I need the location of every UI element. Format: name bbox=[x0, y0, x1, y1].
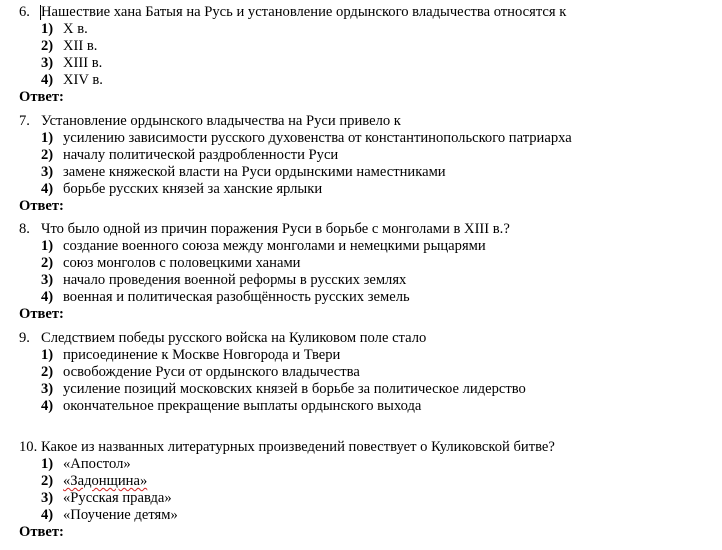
option-number: 3) bbox=[41, 55, 54, 71]
answer-label: Ответ: bbox=[19, 306, 64, 322]
option-text: XII в. bbox=[63, 38, 98, 54]
option-text: X в. bbox=[63, 21, 88, 37]
question-number: 10. bbox=[19, 439, 38, 455]
option-text: борьбе русских князей за ханские ярлыки bbox=[63, 181, 323, 197]
option-number: 4) bbox=[41, 72, 54, 88]
option-number: 2) bbox=[41, 147, 54, 163]
option-text: окончательное прекращение выплаты ордынского выхода bbox=[63, 398, 422, 414]
option-text: началу политической раздробленности Руси bbox=[63, 147, 339, 163]
option-text: «Поучение детям» bbox=[63, 507, 178, 523]
option-number: 1) bbox=[41, 347, 54, 363]
answer-label: Ответ: bbox=[19, 89, 64, 105]
answer-label: Ответ: bbox=[19, 524, 64, 540]
question-number: 8. bbox=[19, 221, 30, 237]
option-text: усиление позиций московских князей в борьбе за политическое лидерство bbox=[63, 381, 526, 397]
question-text: Какое из названных литературных произведений повествует о Куликовской битве? bbox=[41, 439, 555, 455]
question-7 bbox=[0, 113, 722, 215]
option-number: 2) bbox=[41, 255, 54, 271]
option-number: 1) bbox=[41, 238, 54, 254]
option-text: военная и политическая разобщённость русских земель bbox=[63, 289, 410, 305]
option-number: 3) bbox=[41, 381, 54, 397]
option-number: 3) bbox=[41, 164, 54, 180]
question-number: 7. bbox=[19, 113, 30, 129]
option-text: присоединение к Москве Новгорода и Твери bbox=[63, 347, 341, 363]
option-number: 2) bbox=[41, 38, 54, 54]
option-text: «Апостол» bbox=[63, 456, 131, 472]
question-10 bbox=[0, 439, 722, 541]
option-number: 4) bbox=[41, 507, 54, 523]
option-number: 1) bbox=[41, 130, 54, 146]
option-number: 4) bbox=[41, 181, 54, 197]
option-number: 2) bbox=[41, 364, 54, 380]
option-text: освобождение Руси от ордынского владычества bbox=[63, 364, 360, 380]
question-text: Что было одной из причин поражения Руси в борьбе с монголами в XIII в.? bbox=[41, 221, 510, 237]
option-text: XIV в. bbox=[63, 72, 103, 88]
option-number: 1) bbox=[41, 456, 54, 472]
question-8 bbox=[0, 221, 722, 323]
option-number: 4) bbox=[41, 398, 54, 414]
question-text: Нашествие хана Батыя на Русь и установление ордынского владычества относятся к bbox=[41, 4, 567, 20]
option-text: создание военного союза между монголами и немецкими рыцарями bbox=[63, 238, 486, 254]
question-number: 6. bbox=[19, 4, 30, 20]
option-text: союз монголов с половецкими ханами bbox=[63, 255, 301, 271]
option-number: 2) bbox=[41, 473, 54, 489]
option-text: замене княжеской власти на Руси ордынскими наместниками bbox=[63, 164, 446, 180]
option-number: 4) bbox=[41, 289, 54, 305]
option-text: усилению зависимости русского духовенства от константинопольского патриарха bbox=[63, 130, 572, 146]
question-9 bbox=[0, 330, 722, 415]
question-text: Следствием победы русского войска на Куликовом поле стало bbox=[41, 330, 427, 346]
question-6 bbox=[0, 4, 722, 106]
option-text: XIII в. bbox=[63, 55, 103, 71]
question-number: 9. bbox=[19, 330, 30, 346]
option-number: 3) bbox=[41, 272, 54, 288]
option-number: 1) bbox=[41, 21, 54, 37]
option-number: 3) bbox=[41, 490, 54, 506]
option-text: начало проведения военной реформы в русских землях bbox=[63, 272, 407, 288]
question-text: Установление ордынского владычества на Руси привело к bbox=[41, 113, 401, 129]
answer-label: Ответ: bbox=[19, 198, 64, 214]
option-text: «Задонщина» bbox=[63, 473, 148, 489]
option-text: «Русская правда» bbox=[63, 490, 172, 506]
